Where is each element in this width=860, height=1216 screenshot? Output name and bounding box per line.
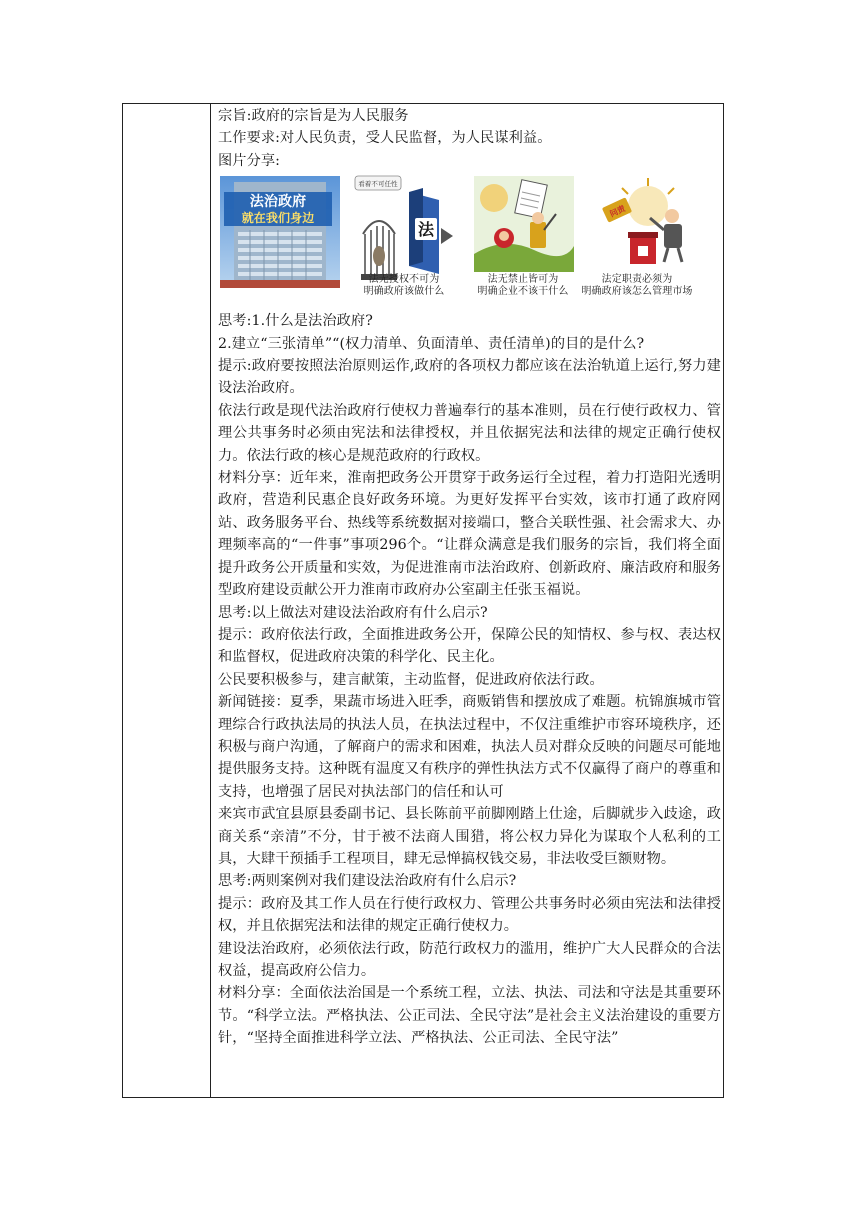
power-in-cage-image [353, 174, 463, 298]
hint-2: 提示：政府依法行政，全面推进政务公开，保障公民的知情权、参与权、表达权和监督权，促进政府决策的科学化、民主化。 [218, 626, 721, 666]
caption-law-not-prohibited [458, 274, 588, 298]
caption-3-line-1: 法无禁止皆可为 [487, 274, 559, 286]
paragraph-administration-by-law: 依法行政是现代法治政府行使权力普遍奉行的基本准则，员在行使行政权力、管理公共事务时必须由宪法和法律授权，并且依据宪法和法律的规定正确行使权力。依法行政的核心是规范政府的行政权。 [218, 402, 721, 464]
rule-of-law-government-line: 建设法治政府，必须依法行政，防范行政权力的滥用，维护广大人民群众的合法权益，提高政府公信力。 [218, 940, 721, 979]
caption-2-line-1: 法无授权不可为 [368, 274, 440, 286]
content-cell [218, 105, 721, 1050]
hint-1: 提示:政府要按照法治原则运作,政府的各项权力都应该在法治轨道上运行,努力建设法治政府。 [218, 358, 721, 397]
statutory-duty-image [581, 176, 693, 298]
caption-3-line-2: 明确企业不该干什么 [477, 286, 569, 298]
rule-of-law-government-building-image [220, 176, 340, 288]
hint-3: 提示：政府及其工作人员在行使行政权力、管理公共事务时必须由宪法和法律授权，并且依据宪法和法律的规定正确行使权力。 [218, 895, 721, 935]
lesson-table [122, 103, 724, 1098]
image-strip [218, 174, 721, 310]
case-wuxuan: 来宾市武宜县原县委副书记、县长陈前平前脚刚踏上仕途，后脚就步入歧途，政商关系“亲清”不分，甘于被不法商人围猎，将公权力异化为谋取个人私利的工具，大肆干预插手工程项目，肆无忌惮搞权钱交易，非法收受巨额财物。 [218, 806, 721, 867]
question-4: 思考:两则案例对我们建设法治政府有什么启示? [218, 873, 517, 890]
purpose-line: 宗旨:政府的宗旨是为人民服务 [218, 108, 409, 124]
caption-law-without-authorization [339, 274, 469, 298]
news-link: 新闻链接：夏季，果蔬市场进入旺季，商贩销售和摆放成了难题。杭锦旗城市管理综合行政执法局的执法人员，在执法过程中，不仅注重维护市容环境秩序，还积极与商户沟通，了解商户的需求和困难，执法人员对群众反映的问题尽可能地提供服务支持。这种既有温度又有秩序的弹性执法方式不仅赢得了商户的尊重和支持，也增强了居民对执法部门的信任和认可 [218, 694, 721, 800]
enterprise-freedom-image [474, 176, 574, 298]
citizen-participation-line: 公民要积极参与，建言献策，主动监督，促进政府依法行政。 [218, 671, 604, 688]
material-huainan: 材料分享：近年来，淮南把政务公开贯穿于政务运行全过程，着力打造阳光透明政府，营造利民惠企良好政务环境。为更好发挥平台实效，该市打通了政府网站、政务服务平台、热线等系统数据对接端口，整合关联性强、社会需求大、办理频率高的“一件事”事项296个。“让群众满意是我们服务的宗旨，我们将全面提升政务公开质量和实效，为促进淮南市法治政府、创新政府、廉洁政府和服务型政府建设贡献公开力淮南市政府办公室副主任张玉福说。 [218, 470, 721, 599]
question-3: 思考:以上做法对建设法治政府有什么启示? [218, 604, 488, 621]
left-column-cell [123, 104, 211, 1097]
accountability-tag-text: 问责 [608, 204, 627, 220]
work-requirement-line: 工作要求:对人民负责，受人民监督，为人民谋利益。 [218, 130, 552, 147]
caption-statutory-duty [572, 274, 702, 298]
caption-4-line-1: 法定职责必须为 [601, 274, 673, 286]
cage-tag-text: 看着不可任性 [358, 180, 398, 189]
banner-line-2: 就在我们身边 [241, 211, 315, 226]
banner-line-1: 法治政府 [249, 194, 307, 211]
caption-4-line-2: 明确政府该怎么管理市场 [581, 286, 693, 298]
material-comprehensive-rule-of-law: 材料分享：全面依法治国是一个系统工程，立法、执法、司法和守法是其重要环节。“科学立法。严格执法、公正司法、全民守法”是社会主义法治建设的重要方针，“坚持全面推进科学立法、严格执法、公正司法、全民守法” [218, 985, 721, 1047]
question-2: 2.建立“三张清单”“(权力清单、负面清单、责任清单)的目的是什么? [218, 335, 645, 352]
law-door-text: 法 [417, 220, 435, 240]
image-share-label: 图片分享: [218, 152, 281, 169]
question-1: 思考:1.什么是法治政府? [218, 313, 373, 330]
caption-2-line-2: 明确政府该做什么 [363, 286, 445, 298]
